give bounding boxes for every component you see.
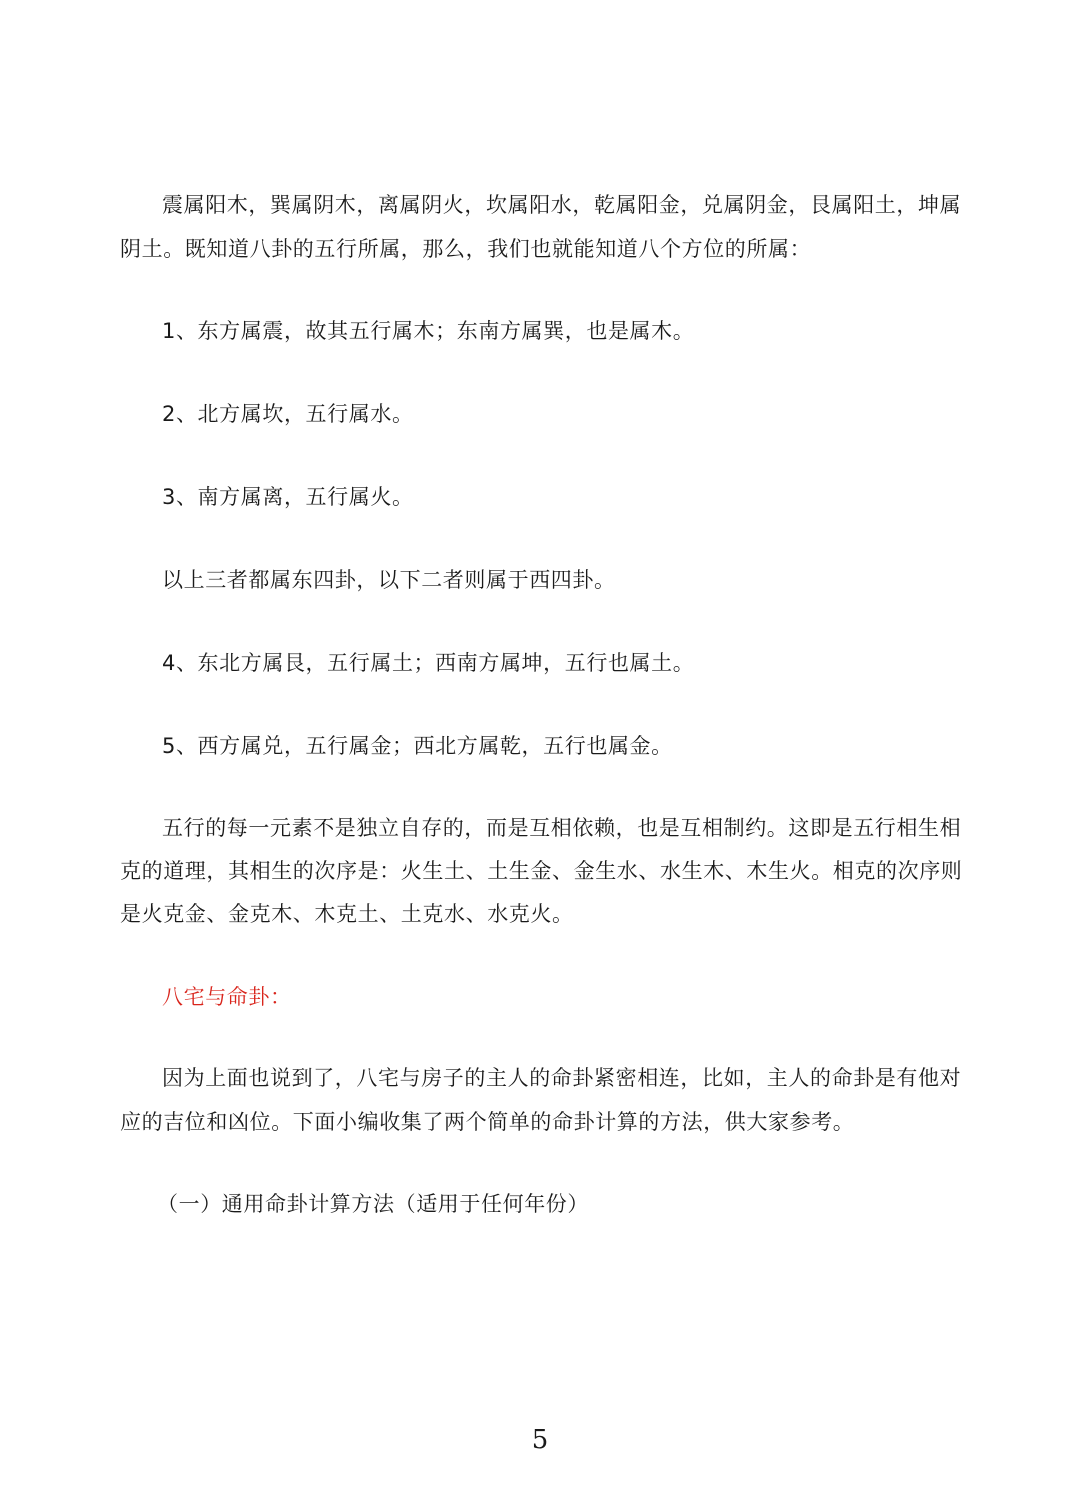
paragraph-wuxing-line-1: 五行的每一元素不是独立自存的，而是互相依赖，也是互相制约。这即是五行相生相 — [162, 816, 962, 840]
paragraph-1-line-2: 阴土。既知道八卦的五行所属，那么，我们也就能知道八个方位的所属： — [120, 237, 812, 261]
section-heading: 八宅与命卦： — [162, 985, 292, 1009]
list-item-5: 5、西方属兑，五行属金；西北方属乾，五行也属金。 — [162, 734, 673, 758]
paragraph-bazhai-line-1: 因为上面也说到了，八宅与房子的主人的命卦紧密相连，比如，主人的命卦是有他对 — [162, 1066, 962, 1090]
note-paragraph: 以上三者都属东四卦，以下二者则属于西四卦。 — [162, 568, 616, 592]
list-item-1: 1、东方属震，故其五行属木；东南方属巽，也是属木。 — [162, 319, 695, 343]
subheading-method-1: （一）通用命卦计算方法（适用于任何年份） — [157, 1192, 589, 1216]
paragraph-bazhai-line-2: 应的吉位和凶位。下面小编收集了两个简单的命卦计算的方法，供大家参考。 — [120, 1110, 855, 1134]
list-item-3: 3、南方属离，五行属火。 — [162, 485, 414, 509]
paragraph-wuxing-line-2: 克的道理，其相生的次序是：火生土、土生金、金生水、水生木、木生火。相克的次序则 — [120, 859, 963, 883]
page-number: 5 — [531, 1425, 549, 1455]
list-item-2: 2、北方属坎，五行属水。 — [162, 402, 414, 426]
paragraph-wuxing-line-3: 是火克金、金克木、木克土、土克水、水克火。 — [120, 902, 574, 926]
list-item-4: 4、东北方属艮，五行属土；西南方属坤，五行也属土。 — [162, 651, 695, 675]
paragraph-1-line-1: 震属阳木，巽属阴木，离属阴火，坎属阳水，乾属阳金，兑属阴金，艮属阳土，坤属 — [162, 193, 962, 217]
